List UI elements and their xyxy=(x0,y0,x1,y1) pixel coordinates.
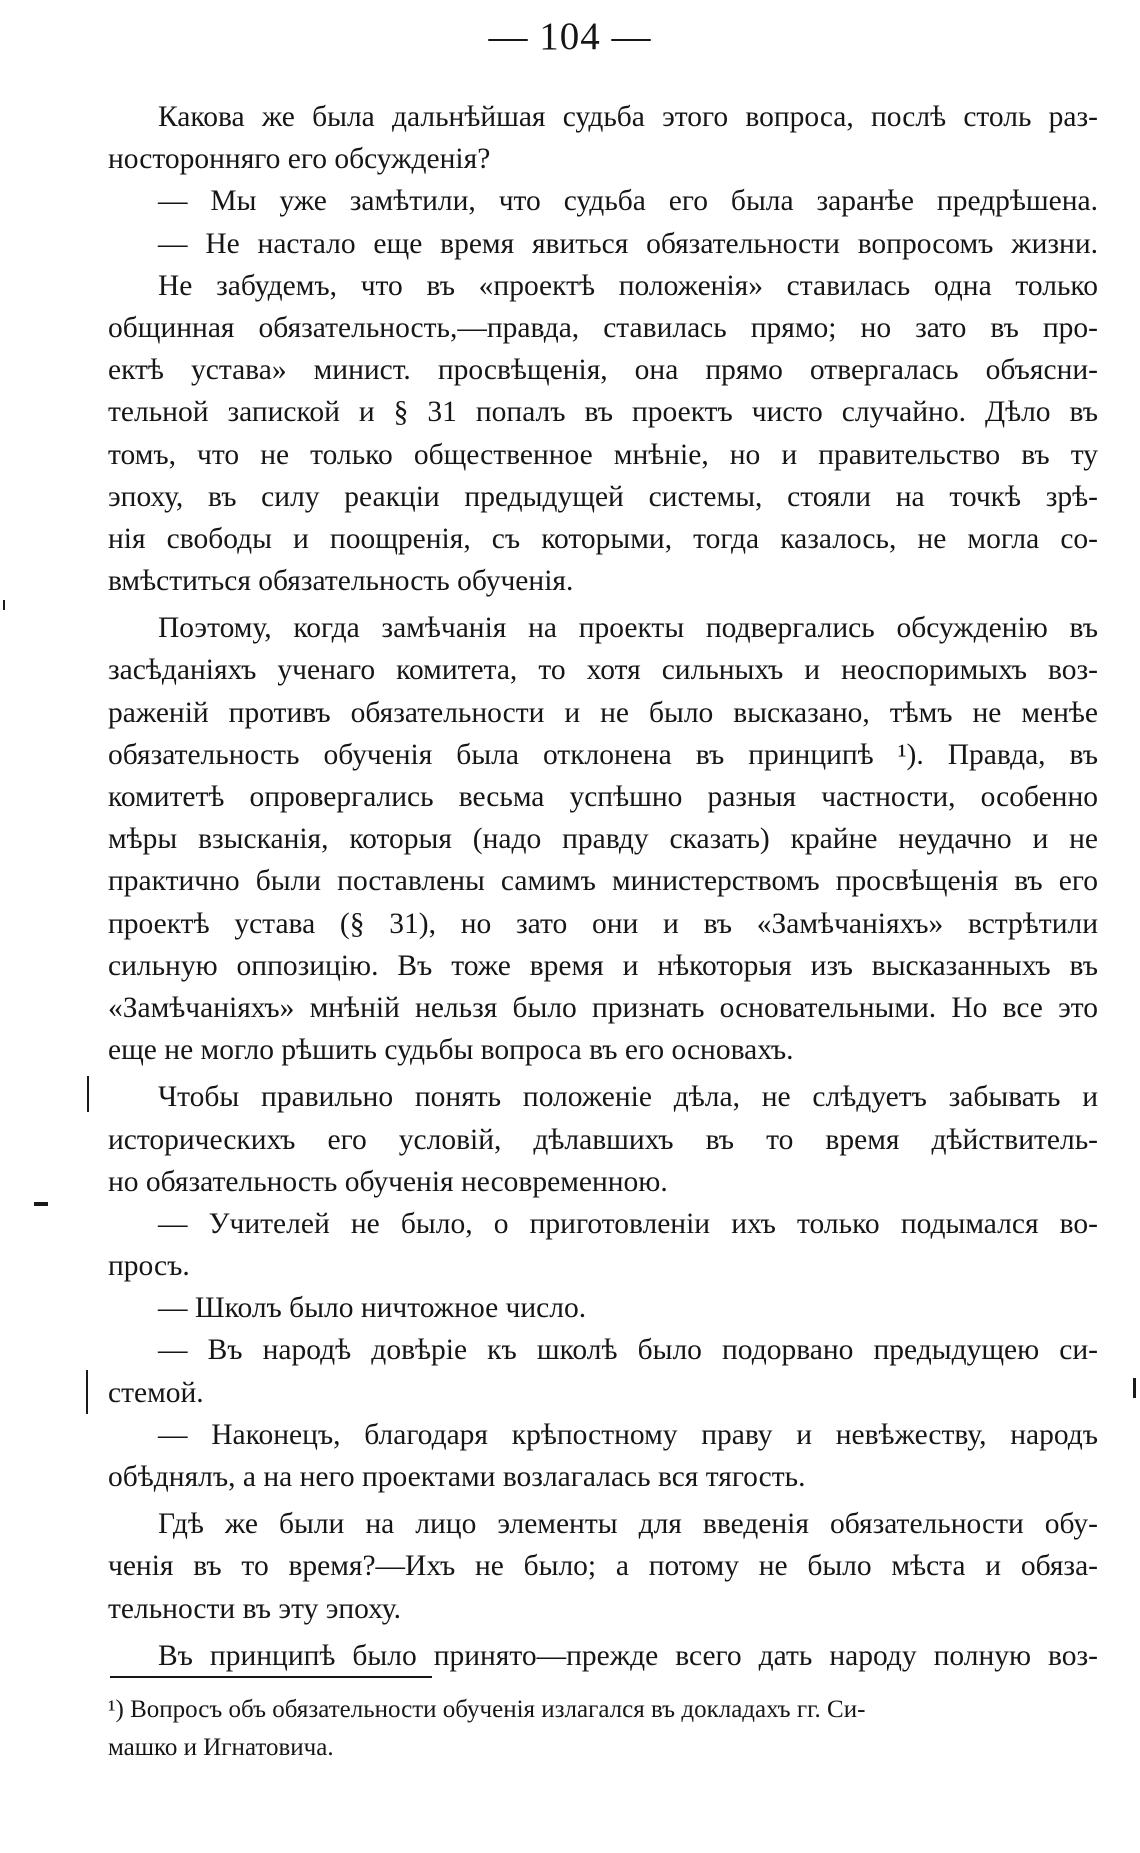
text-line: комитетѣ опровергались весьма успѣшно разныя частности, особенно xyxy=(108,781,1098,813)
text-line: томъ, что не только общественное мнѣніе, но и правительство въ ту xyxy=(108,438,1098,471)
text-line: проектѣ устава (§ 31), но зато они и въ «Замѣчаніяхъ» встрѣтили xyxy=(108,907,1098,940)
text-line: но обязательность обученія несовременною. xyxy=(108,1165,668,1198)
footnote-line: машко и Игнатовича. xyxy=(108,1734,334,1761)
text-line: просъ. xyxy=(108,1250,190,1283)
text-line: Поэтому, когда замѣчанія на проекты подвергались обсужденію въ xyxy=(158,612,1098,645)
text-line: обязательность обученія была отклонена въ принципѣ ¹). Правда, въ xyxy=(108,738,1098,771)
margin-mark xyxy=(87,1076,89,1112)
text-line: раженій противъ обязательности и не было высказано, тѣмъ не менѣе xyxy=(108,696,1098,729)
text-line: — Школъ было ничтожное число. xyxy=(158,1292,587,1325)
text-line: — Не настало еще время явиться обязательности вопросомъ жизни. xyxy=(158,227,1098,260)
margin-mark xyxy=(3,600,5,610)
page-number: — 104 — xyxy=(488,15,652,58)
text-line: — Учителей не было, о приготовленіи ихъ только подымался во- xyxy=(158,1207,1098,1240)
text-line: обѣднялъ, а на него проектами возлагалась вся тягость. xyxy=(108,1461,806,1493)
text-line: еще не могло рѣшить судьбы вопроса въ его основахъ. xyxy=(108,1034,794,1067)
text-line: Не забудемъ, что въ «проектѣ положенія» ставилась одна только xyxy=(158,269,1098,302)
text-line: нія свободы и поощренія, съ которыми, тогда казалось, не могла со- xyxy=(108,522,1098,555)
text-line: тельности въ эту эпоху. xyxy=(108,1592,401,1625)
text-line: — Наконецъ, благодаря крѣпостному праву и невѣжеству, народъ xyxy=(158,1418,1098,1451)
text-line: стемой. xyxy=(108,1376,204,1409)
text-line: Въ принципѣ было принято—прежде всего дать народу полную воз- xyxy=(158,1639,1098,1672)
text-line: — Мы уже замѣтили, что судьба его была заранѣе предрѣшена. xyxy=(158,185,1098,218)
margin-mark xyxy=(86,1370,88,1414)
text-line: ченія въ то время?—Ихъ не было; а потому не было мѣста и обяза- xyxy=(108,1550,1098,1583)
text-line: носторонняго его обсужденія? xyxy=(108,143,491,176)
footnote-line: ¹) Вопросъ объ обязательности обученія излагался въ докладахъ гг. Си- xyxy=(108,1696,866,1723)
text-line: историческихъ его условій, дѣлавшихъ въ то время дѣйствитель- xyxy=(108,1123,1098,1156)
footnote-rule xyxy=(110,1676,432,1678)
margin-mark xyxy=(1133,1378,1136,1398)
text-line: общинная обязательность,—правда, ставилась прямо; но зато въ про- xyxy=(108,311,1098,344)
text-line: засѣданіяхъ ученаго комитета, то хотя сильныхъ и неоспоримыхъ воз- xyxy=(108,654,1098,687)
text-line: вмѣститься обязательность обученія. xyxy=(108,565,574,598)
margin-mark xyxy=(34,1202,48,1206)
text-line: — Въ народѣ довѣріе къ школѣ было подорвано предыдущею си- xyxy=(158,1334,1098,1367)
text-line: Гдѣ же были на лицо элементы для введенія обязательности обу- xyxy=(158,1508,1098,1541)
text-line: Чтобы правильно понять положеніе дѣла, не слѣдуетъ забывать и xyxy=(158,1081,1098,1114)
text-line: тельной запиской и § 31 попалъ въ проектъ чисто случайно. Дѣло въ xyxy=(108,396,1098,429)
text-line: практично были поставлены самимъ министерствомъ просвѣщенія въ его xyxy=(108,865,1098,898)
text-line: Какова же была дальнѣйшая судьба этого вопроса, послѣ столь раз- xyxy=(158,101,1098,133)
text-line: мѣры взысканія, которыя (надо правду сказать) крайне неудачно и не xyxy=(108,823,1098,856)
text-line: «Замѣчаніяхъ» мнѣній нельзя было признать основательными. Но все это xyxy=(108,991,1098,1024)
text-line: эпоху, въ силу реакціи предыдущей системы, стояли на точкѣ зрѣ- xyxy=(108,480,1098,513)
main-text xyxy=(108,96,1098,1677)
text-line: ектѣ устава» минист. просвѣщенія, она прямо отвергалась объясни- xyxy=(108,354,1098,387)
text-line: сильную оппозицію. Въ тоже время и нѣкоторыя изъ высказанныхъ въ xyxy=(108,949,1098,982)
